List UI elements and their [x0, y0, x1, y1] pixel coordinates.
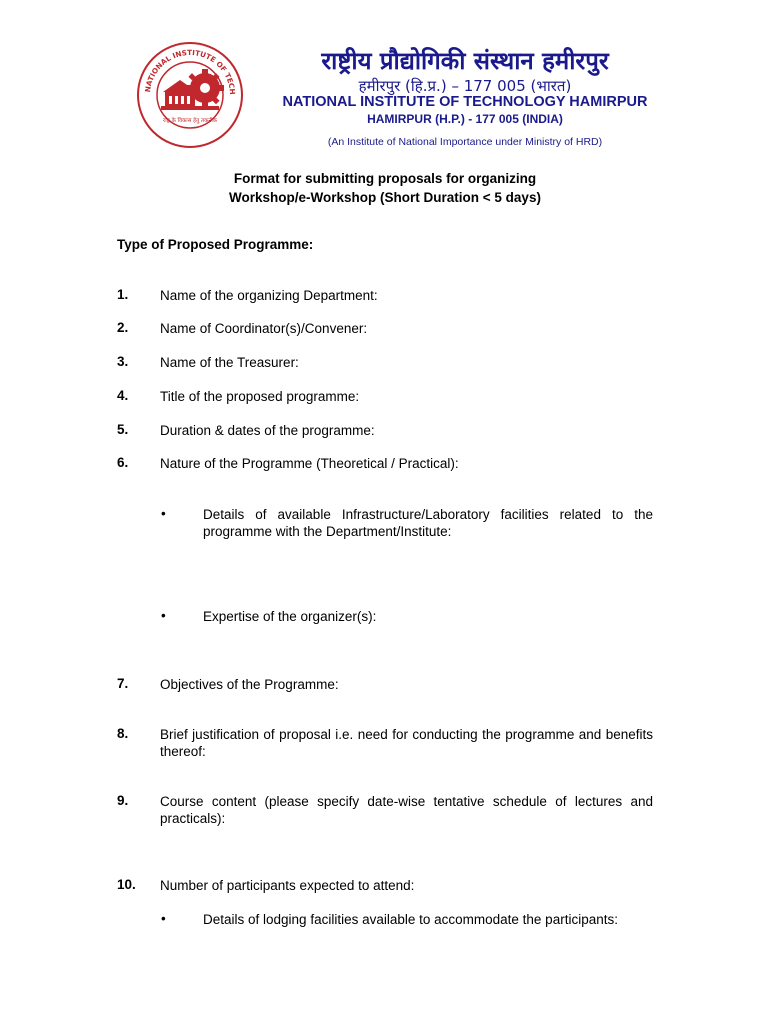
item-number: 6. [117, 455, 129, 470]
bullet-lodging: Details of lodging facilities available to accommodate the participants: [203, 912, 618, 927]
item-treasurer: Name of the Treasurer: [160, 355, 299, 370]
item-objectives: Objectives of the Programme: [160, 677, 339, 692]
programme-type-label: Type of Proposed Programme: [117, 237, 314, 252]
item-participants: Number of participants expected to attend: [160, 878, 415, 893]
item-number: 1. [117, 287, 129, 302]
bullet-icon: • [161, 608, 166, 623]
logo-ring-text: NATIONAL INSTITUTE OF TECH [143, 47, 238, 95]
institute-logo [135, 40, 245, 150]
item-number: 3. [117, 354, 129, 369]
item-number: 4. [117, 388, 129, 403]
institute-tagline: (An Institute of National Importance under Ministry of HRD) [327, 136, 603, 148]
bullet-infrastructure: Details of available Infrastructure/Laboratory facilities related to the programme with the Department/Institute: [203, 507, 653, 539]
institute-name: NATIONAL INSTITUTE OF TECHNOLOGY HAMIRPUR [282, 94, 648, 110]
item-number: 7. [117, 676, 129, 691]
item-number: 8. [117, 726, 129, 741]
logo-motto: राष्ट्र के विकास हेतु तकनीक [162, 118, 218, 124]
item-nature: Nature of the Programme (Theoretical / Practical): [160, 456, 459, 471]
item-number: 9. [117, 793, 129, 808]
item-course-content: Course content (please specify date-wise tentative schedule of lectures and practicals): [160, 794, 653, 826]
bullet-icon: • [161, 506, 166, 521]
item-number: 5. [117, 422, 129, 437]
item-title: Title of the proposed programme: [160, 389, 360, 404]
bullet-icon: • [161, 911, 166, 926]
item-number: 2. [117, 320, 129, 335]
item-number: 10. [117, 877, 136, 892]
document-title-line-1: Format for submitting proposals for organizing [233, 171, 537, 186]
item-coordinator: Name of Coordinator(s)/Convener: [160, 321, 368, 336]
document-title [150, 169, 620, 207]
institute-address: HAMIRPUR (H.P.) - 177 005 (INDIA) [367, 112, 563, 126]
item-duration: Duration & dates of the programme: [160, 423, 375, 438]
bullet-expertise: Expertise of the organizer(s): [203, 609, 377, 624]
hindi-address: हमीरपुर (हि.प्र.) – 177 005 (भारत) [358, 77, 572, 95]
nit-emblem-icon [135, 40, 245, 150]
item-justification: Brief justification of proposal i.e. need for conducting the programme and benefits thereof: [160, 727, 653, 759]
item-department: Name of the organizing Department: [160, 288, 378, 303]
hindi-institute-name: राष्ट्रीय प्रौद्योगिकी संस्थान हमीरपुर [321, 47, 609, 75]
document-title-line-2: Workshop/e-Workshop (Short Duration < 5 days) [229, 190, 541, 205]
